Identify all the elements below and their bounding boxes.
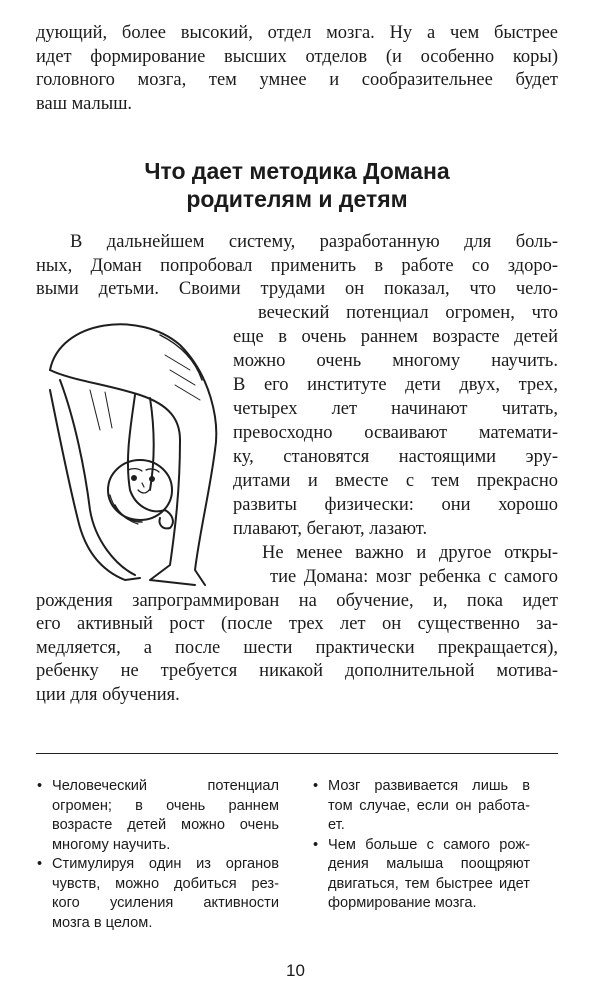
page-number: 10	[286, 961, 305, 980]
key-point-line: кого усиления активности	[52, 895, 279, 911]
key-point-line: Человеческий потенциал	[52, 778, 279, 794]
text-line: ции для обучения.	[36, 684, 180, 705]
key-point-line: многому научить.	[52, 836, 171, 853]
text-line: еще в очень раннем возрасте детей	[233, 327, 558, 347]
key-point-line: том случае, если он работа-	[328, 797, 530, 814]
key-point-line: мозга в целом.	[52, 914, 153, 931]
body-paragraph-full-lines	[36, 231, 558, 302]
text-line: веческий потенциал огромен, что	[258, 303, 558, 323]
text-line: медляется, а после шести практически прекращается),	[36, 637, 558, 658]
bullet-icon: •	[313, 836, 319, 853]
key-point-line: Мозг развивается лишь в	[328, 778, 530, 794]
text-line: выми детьми. Своими трудами он показал, что чело-	[36, 279, 558, 299]
text-line: его активный рост (после трех лет он существенно за-	[36, 614, 558, 634]
key-point	[36, 855, 279, 933]
bullet-icon: •	[37, 778, 43, 794]
key-point-line: огромен; в очень раннем	[52, 797, 279, 814]
section-heading	[36, 157, 558, 213]
key-point-line: чувств, можно добиться рез-	[52, 875, 279, 892]
heading-line: Что дает методика Домана	[144, 158, 450, 184]
text-line: дитами и вместе с тем прекрасно	[233, 471, 558, 491]
key-point	[36, 777, 279, 855]
key-point-line: дения малыша поощряют	[328, 856, 530, 872]
key-point	[312, 836, 530, 914]
text-line: можно очень многому научить.	[233, 351, 558, 371]
text-line: дующий, более высокий, отдел мозга. Ну а чем быстрее	[36, 23, 558, 43]
bullet-icon: •	[313, 778, 319, 794]
key-point-line: формирование мозга.	[328, 895, 477, 911]
bullet-icon: •	[37, 856, 43, 872]
text-line: В дальнейшем систему, разработанную для боль-	[70, 232, 558, 252]
text-line: развиты физически: они хорошо	[233, 495, 558, 515]
key-points-left-column	[36, 777, 279, 933]
text-line: плавают, бегают, лазают.	[233, 519, 428, 539]
text-line: превосходно осваивают математи-	[233, 423, 558, 443]
text-line: В его институте дети двух, трех,	[233, 375, 558, 395]
text-line: ваш малыш.	[36, 93, 133, 114]
text-line: ку, становятся настоящими эру-	[233, 447, 558, 467]
key-point	[312, 777, 530, 836]
child-bending-over-illustration	[30, 300, 230, 605]
text-line: идет формирование высших отделов (и особенно коры)	[36, 46, 558, 67]
text-line: четырех лет начинают читать,	[233, 399, 558, 419]
text-line: рождения запрограммирован на обучение, и, пока идет	[36, 590, 558, 611]
key-point-line: Стимулируя один из органов	[52, 856, 279, 872]
key-point-line: ет.	[328, 817, 345, 833]
key-points-right-column	[312, 777, 530, 914]
text-line: ных, Доман попробовал применить в работе со здоро-	[36, 255, 558, 276]
intro-paragraph	[36, 22, 558, 116]
key-point-line: двигаться, тем быстрее идет	[328, 875, 530, 892]
key-point-line: Чем больше с самого рож-	[328, 836, 530, 853]
text-line: тие Домана: мозг ребенка с самого	[270, 567, 558, 587]
text-line: головного мозга, тем умнее и сообразительнее будет	[36, 70, 558, 90]
heading-line: родителям и детям	[186, 186, 408, 212]
key-point-line: возрасте детей можно очень	[52, 817, 279, 833]
text-line: Не менее важно и другое откры-	[262, 543, 558, 563]
text-line: ребенку не требуется никакой дополнительной мотива-	[36, 661, 558, 681]
section-divider	[36, 753, 558, 754]
